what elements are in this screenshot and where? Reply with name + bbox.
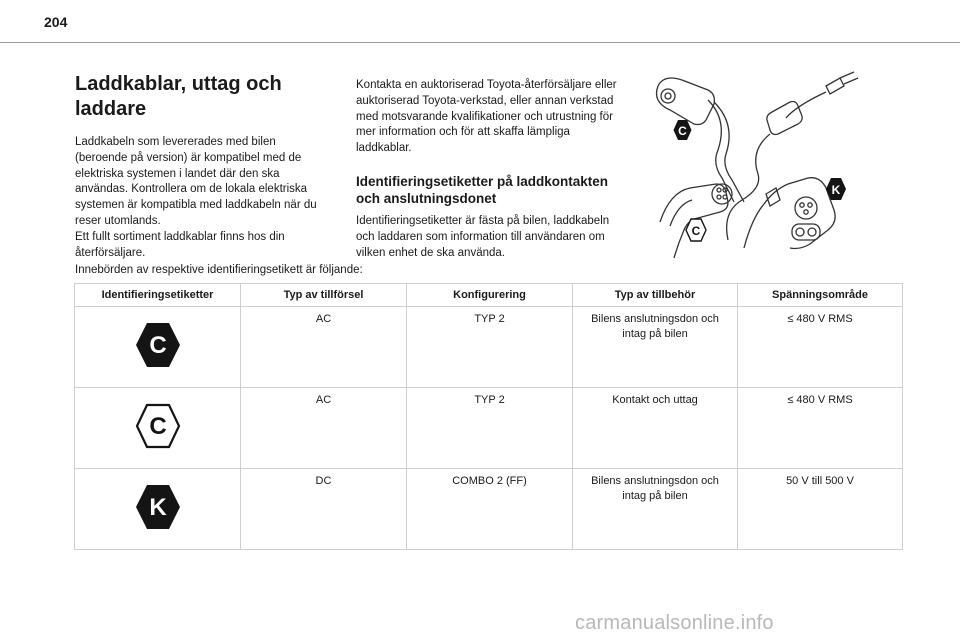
svg-text:C: C <box>148 331 167 359</box>
header-voltage: Spänningsområde <box>738 284 903 307</box>
svg-text:C: C <box>148 412 167 440</box>
charging-equipment-illustration <box>640 62 875 262</box>
left-column <box>75 72 330 261</box>
illustration-label-c: C <box>678 124 687 138</box>
illustration-badge-c-filled <box>674 120 692 140</box>
page-number: 204 <box>44 14 68 30</box>
section-title: Laddkablar, uttag och laddare <box>75 73 282 120</box>
hexagon-c-filled-icon <box>133 320 183 370</box>
hexagon-k-filled-icon <box>133 482 183 532</box>
header-accessory: Typ av tillbehör <box>573 284 738 307</box>
svg-text:K: K <box>148 493 167 521</box>
watermark[interactable]: carmanualsonline.info <box>575 612 774 634</box>
table-intro: Innebörden av respektive identifieringsetikett är följande: <box>75 264 363 276</box>
supply-cell: AC <box>241 307 407 388</box>
subsection-title: Identifieringsetiketter på laddkontakten och anslutningsdonet <box>356 173 609 206</box>
illustration-label-k: K <box>831 183 841 197</box>
config-cell: TYP 2 <box>407 388 573 469</box>
header-config: Konfigurering <box>407 284 573 307</box>
accessory-cell: Bilens anslutningsdon och intag på bilen <box>573 469 738 550</box>
label-cell <box>75 469 241 550</box>
accessory-cell: Kontakt och uttag <box>573 388 738 469</box>
subsection-text: Identifieringsetiketter är fästa på bilen, laddkabeln och laddaren som information till användaren om vilken enhet de ska använda. <box>356 214 610 259</box>
identification-labels-table <box>74 283 903 550</box>
header-labels: Identifieringsetiketter <box>75 284 241 307</box>
voltage-cell: 50 V till 500 V <box>738 469 903 550</box>
config-cell: COMBO 2 (FF) <box>407 469 573 550</box>
table-row <box>75 469 903 550</box>
supply-cell: DC <box>241 469 407 550</box>
hexagon-c-outline-icon <box>133 401 183 451</box>
illustration-label-c-2: C <box>691 224 701 238</box>
illustration-badge-c-outline <box>686 219 706 241</box>
config-cell: TYP 2 <box>407 307 573 388</box>
header-rule <box>0 42 960 43</box>
combo-connector-drawing <box>744 178 835 249</box>
supply-cell: AC <box>241 388 407 469</box>
table-header-row <box>75 284 903 307</box>
charging-cable-drawing <box>727 72 858 240</box>
voltage-cell: ≤ 480 V RMS <box>738 307 903 388</box>
voltage-cell: ≤ 480 V RMS <box>738 388 903 469</box>
table-row <box>75 388 903 469</box>
contact-paragraph: Kontakta en auktoriserad Toyota-återförsäljare eller auktoriserad Toyota-verkstad, eller annan verkstad med motsvarande kvalifikationer och utrustning för mer information och för att skaffa lämpliga laddkablar. <box>356 79 617 155</box>
vehicle-connector-drawing <box>657 78 745 202</box>
label-cell <box>75 307 241 388</box>
accessory-cell: Bilens anslutningsdon och intag på bilen <box>573 307 738 388</box>
header-supply: Typ av tillförsel <box>241 284 407 307</box>
middle-column <box>356 78 618 261</box>
label-cell <box>75 388 241 469</box>
section-intro: Laddkabeln som levererades med bilen (beroende på version) är kompatibel med de elektriska systemen i landet där den ska användas. Kontrollera om de lokala elektriska systemen är kompatibla med laddkabeln när du reser utomlands. Ett fullt sortiment laddkablar finns hos din återförsäljare. <box>75 136 317 259</box>
table-row <box>75 307 903 388</box>
